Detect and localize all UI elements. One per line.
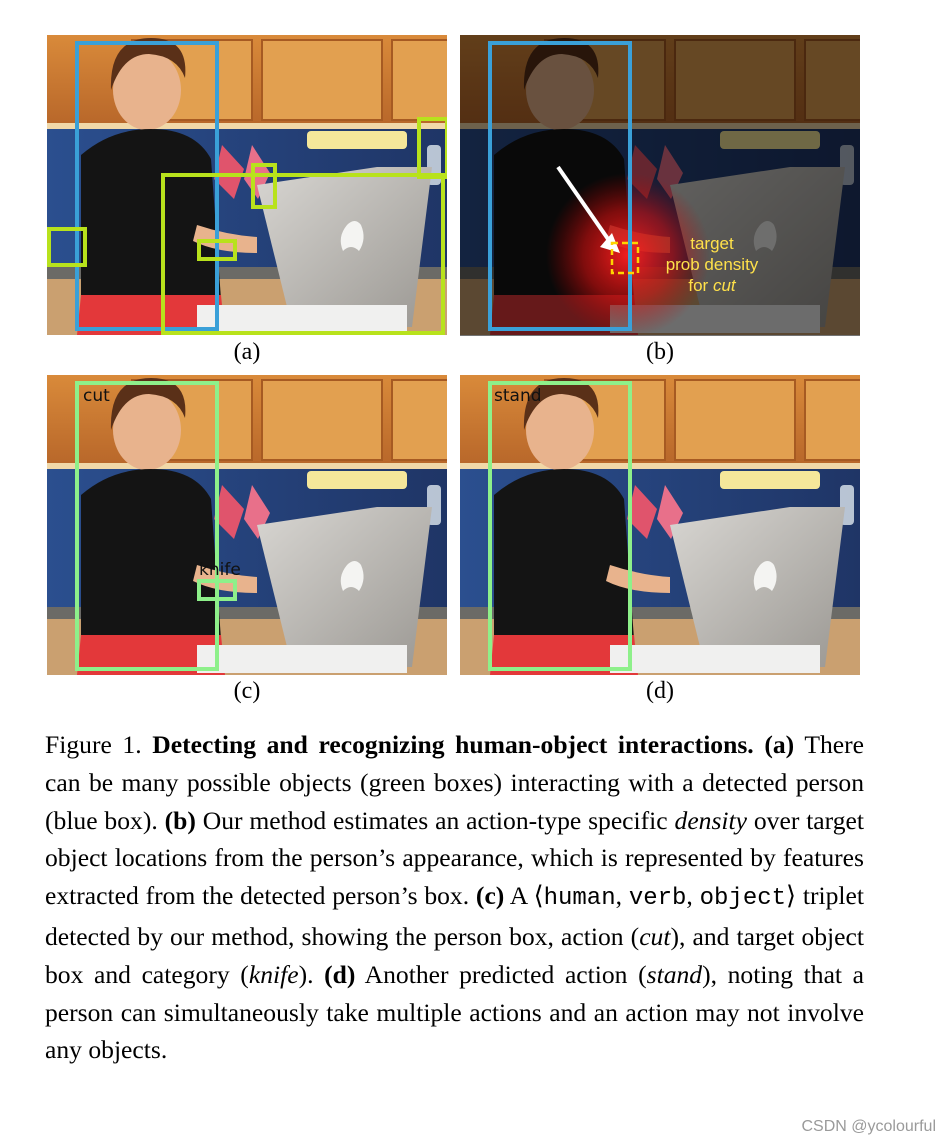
- panel-d-label: (d): [646, 678, 674, 704]
- panel-a-image: [47, 35, 447, 336]
- caption-text-c-3: ), and target object box and category (: [45, 921, 864, 989]
- watermark: CSDN @ycolourful: [801, 1118, 936, 1135]
- caption-text-b-2: over target object locations from the person’s appearance, which is represented by features extracted from the detected person’s box.: [45, 805, 864, 911]
- annotation-line-2: prob density: [665, 255, 759, 274]
- annotation-line-1: target: [690, 234, 734, 253]
- caption-stand: stand: [646, 959, 703, 989]
- caption-text-c-4: ).: [298, 959, 314, 989]
- caption-text-d-2: ), noting that a person can simultaneously take multiple actions and an action may not involve any objects.: [45, 959, 865, 1065]
- caption-marker-c: (c): [475, 881, 505, 911]
- caption-density: density: [674, 805, 748, 835]
- caption-knife: knife: [248, 959, 299, 989]
- caption-triplet: ⟨human, verb, object⟩: [533, 881, 797, 913]
- caption-text-c-2: triplet detected by our method, showing the person box, action (: [45, 881, 864, 951]
- caption-text-d-1: Another predicted action (: [364, 959, 647, 989]
- object-label: knife: [199, 560, 241, 580]
- caption-title: Detecting and recognizing human-object interactions.: [152, 730, 754, 759]
- figure-caption: [45, 726, 864, 1069]
- caption-marker-a: (a): [764, 730, 795, 759]
- caption-text-c-1: A: [509, 881, 527, 911]
- action-label: cut: [83, 386, 110, 406]
- panel-d-image: [460, 375, 860, 675]
- caption-text-a: There can be many possible objects (green boxes) interacting with a detected person (blue box).: [45, 730, 865, 835]
- panel-c-label: (c): [233, 678, 261, 704]
- caption-cut: cut: [639, 921, 671, 951]
- panel-a-label: (a): [233, 339, 261, 365]
- caption-marker-b: (b): [164, 805, 196, 835]
- caption-text-b-1: Our method estimates an action-type specific: [202, 805, 668, 835]
- panel-b-label: (b): [646, 339, 674, 365]
- panel-b-image: [460, 35, 860, 336]
- caption-prefix: Figure 1.: [45, 730, 142, 759]
- annotation-line-3: for cut: [688, 276, 736, 295]
- action-label: stand: [494, 386, 542, 406]
- panel-c-image: [47, 375, 447, 675]
- caption-marker-d: (d): [324, 959, 356, 989]
